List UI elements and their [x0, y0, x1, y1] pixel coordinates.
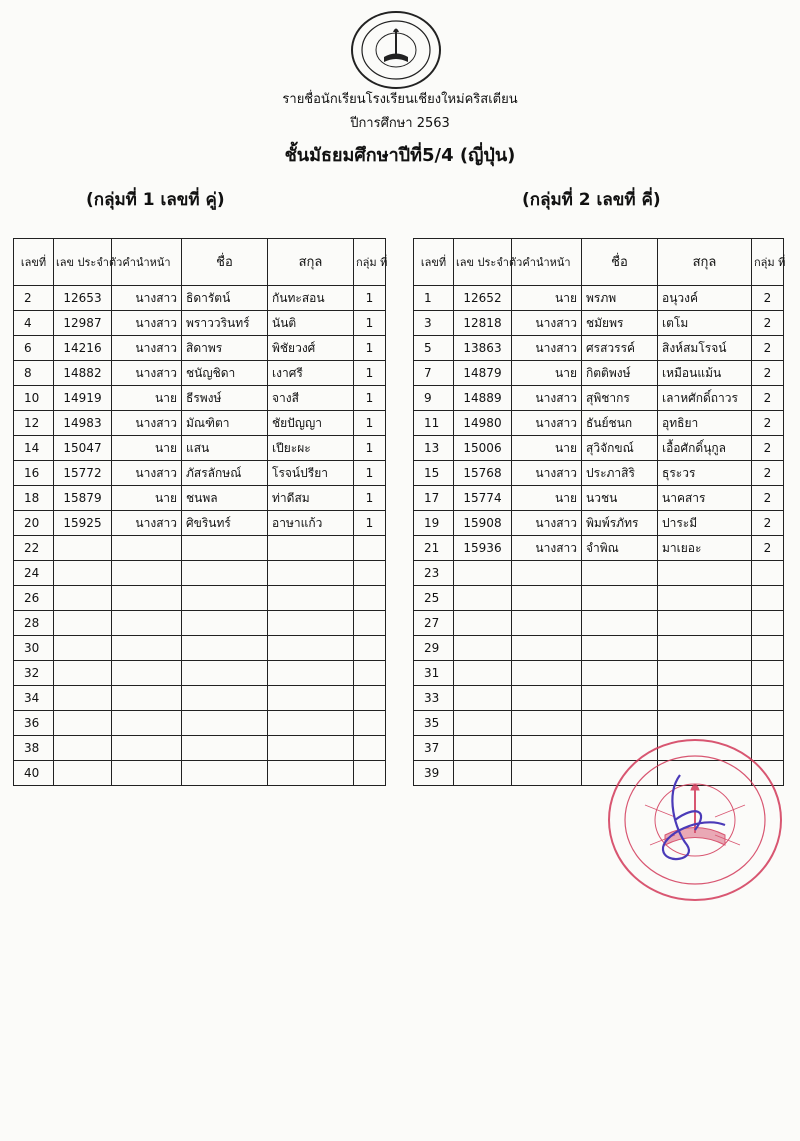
table-row: [14, 486, 386, 511]
cell-prefix: [512, 711, 582, 736]
cell-prefix: นาย: [512, 286, 582, 311]
cell-prefix: นางสาว: [512, 311, 582, 336]
cell-student-id: [454, 661, 512, 686]
cell-student-id: [54, 711, 112, 736]
col-header-last-name: สกุล: [268, 239, 354, 286]
cell-student-id: 14980: [454, 411, 512, 436]
col-header-group: กลุ่ม ที่: [752, 239, 784, 286]
cell-last-name: มาเยอะ: [658, 536, 752, 561]
group1-title: (กลุ่มที่ 1 เลขที่ คู่): [86, 190, 225, 210]
table-row: [414, 486, 784, 511]
table-row: [14, 311, 386, 336]
cell-group: [354, 736, 386, 761]
class-title: ชั้นมัธยมศึกษาปีที่5/4 (ญี่ปุ่น): [284, 145, 516, 166]
cell-prefix: นาย: [112, 386, 182, 411]
group2-table: [413, 238, 784, 786]
cell-first-name: ธีรพงษ์: [182, 386, 268, 411]
cell-last-name: เงาศรี: [268, 361, 354, 386]
cell-group: [354, 561, 386, 586]
table-row: [14, 686, 386, 711]
cell-first-name: [182, 761, 268, 786]
cell-group: 2: [752, 461, 784, 486]
cell-first-name: ภัสรลักษณ์: [182, 461, 268, 486]
cell-first-name: [582, 636, 658, 661]
cell-student-id: [454, 711, 512, 736]
cell-group: [354, 686, 386, 711]
cell-no: 26: [14, 586, 54, 611]
table-row: [14, 361, 386, 386]
cell-prefix: [512, 561, 582, 586]
cell-no: 35: [414, 711, 454, 736]
cell-student-id: [54, 611, 112, 636]
cell-first-name: พิมพ์รภัทร: [582, 511, 658, 536]
cell-group: [752, 586, 784, 611]
cell-no: 19: [414, 511, 454, 536]
table-row: [414, 661, 784, 686]
cell-no: 9: [414, 386, 454, 411]
cell-group: 1: [354, 361, 386, 386]
cell-last-name: นันติ: [268, 311, 354, 336]
cell-prefix: นางสาว: [112, 511, 182, 536]
cell-student-id: [454, 761, 512, 786]
cell-last-name: [658, 561, 752, 586]
cell-no: 6: [14, 336, 54, 361]
cell-first-name: [582, 686, 658, 711]
cell-no: 30: [14, 636, 54, 661]
table-row: [414, 536, 784, 561]
table-row: [14, 561, 386, 586]
table-row: [14, 411, 386, 436]
cell-last-name: [268, 686, 354, 711]
cell-student-id: 15006: [454, 436, 512, 461]
table-row: [14, 736, 386, 761]
cell-group: 2: [752, 436, 784, 461]
cell-student-id: [54, 561, 112, 586]
cell-no: 14: [14, 436, 54, 461]
cell-last-name: จางสี: [268, 386, 354, 411]
cell-first-name: [182, 586, 268, 611]
cell-no: 37: [414, 736, 454, 761]
col-header-no: เลขที่: [14, 239, 54, 286]
cell-first-name: ชนัญชิดา: [182, 361, 268, 386]
cell-prefix: [112, 636, 182, 661]
cell-prefix: นางสาว: [112, 311, 182, 336]
cell-first-name: ธิดารัตน์: [182, 286, 268, 311]
cell-group: [354, 586, 386, 611]
cell-last-name: [658, 711, 752, 736]
cell-group: [752, 611, 784, 636]
cell-prefix: [512, 761, 582, 786]
cell-first-name: กิตติพงษ์: [582, 361, 658, 386]
table-row: [414, 411, 784, 436]
cell-last-name: กันทะสอน: [268, 286, 354, 311]
cell-last-name: สิงห์สมโรจน์: [658, 336, 752, 361]
table-row: [414, 386, 784, 411]
cell-student-id: 15879: [54, 486, 112, 511]
cell-student-id: 15925: [54, 511, 112, 536]
cell-student-id: 14983: [54, 411, 112, 436]
cell-student-id: 15774: [454, 486, 512, 511]
cell-last-name: อุทธิยา: [658, 411, 752, 436]
cell-student-id: 15936: [454, 536, 512, 561]
col-header-id: เลข ประจำตัว: [454, 239, 512, 286]
cell-no: 21: [414, 536, 454, 561]
cell-group: [752, 561, 784, 586]
cell-no: 12: [14, 411, 54, 436]
cell-first-name: นวชน: [582, 486, 658, 511]
cell-first-name: [582, 586, 658, 611]
cell-student-id: [454, 686, 512, 711]
cell-prefix: [112, 736, 182, 761]
cell-first-name: มัณฑิตา: [182, 411, 268, 436]
cell-group: 1: [354, 486, 386, 511]
cell-student-id: 14216: [54, 336, 112, 361]
cell-last-name: อาษาแก้ว: [268, 511, 354, 536]
cell-prefix: นางสาว: [112, 336, 182, 361]
cell-no: 4: [14, 311, 54, 336]
cell-group: [752, 686, 784, 711]
cell-prefix: นาย: [112, 486, 182, 511]
cell-group: 1: [354, 411, 386, 436]
cell-group: [752, 636, 784, 661]
cell-group: 2: [752, 386, 784, 411]
table-row: [14, 711, 386, 736]
cell-prefix: นางสาว: [112, 361, 182, 386]
cell-prefix: นางสาว: [112, 286, 182, 311]
cell-last-name: ปาระมี: [658, 511, 752, 536]
table-header-row: [414, 239, 784, 286]
cell-first-name: [182, 686, 268, 711]
cell-prefix: [112, 711, 182, 736]
cell-student-id: [54, 536, 112, 561]
col-header-id: เลข ประจำตัว: [54, 239, 112, 286]
table-row: [14, 386, 386, 411]
cell-student-id: 14879: [454, 361, 512, 386]
cell-prefix: นาย: [512, 361, 582, 386]
cell-no: 16: [14, 461, 54, 486]
cell-student-id: 15768: [454, 461, 512, 486]
cell-first-name: [182, 661, 268, 686]
cell-prefix: นาย: [512, 436, 582, 461]
cell-last-name: เตโม: [658, 311, 752, 336]
document-title-line1: รายชื่อนักเรียนโรงเรียนเชียงใหม่คริสเตียน: [282, 92, 518, 107]
cell-no: 27: [414, 611, 454, 636]
cell-prefix: นางสาว: [112, 461, 182, 486]
table-row: [14, 661, 386, 686]
table-row: [14, 586, 386, 611]
cell-group: 1: [354, 436, 386, 461]
cell-student-id: [54, 761, 112, 786]
cell-last-name: [268, 561, 354, 586]
col-header-prefix: คำนำหน้า: [112, 239, 182, 286]
cell-student-id: 14889: [454, 386, 512, 411]
cell-prefix: นางสาว: [512, 411, 582, 436]
cell-first-name: สุวิจักขณ์: [582, 436, 658, 461]
cell-last-name: เปียะผะ: [268, 436, 354, 461]
cell-no: 13: [414, 436, 454, 461]
cell-prefix: นางสาว: [512, 386, 582, 411]
cell-no: 40: [14, 761, 54, 786]
table-row: [14, 511, 386, 536]
table-row: [14, 336, 386, 361]
table-row: [414, 461, 784, 486]
col-header-prefix: คำนำหน้า: [512, 239, 582, 286]
cell-student-id: 14882: [54, 361, 112, 386]
cell-last-name: [658, 686, 752, 711]
cell-first-name: [582, 611, 658, 636]
cell-no: 20: [14, 511, 54, 536]
cell-first-name: ชนพล: [182, 486, 268, 511]
group2-title: (กลุ่มที่ 2 เลขที่ คี่): [522, 190, 661, 210]
table-row: [414, 511, 784, 536]
cell-first-name: [582, 661, 658, 686]
cell-no: 7: [414, 361, 454, 386]
cell-no: 8: [14, 361, 54, 386]
col-header-no: เลขที่: [414, 239, 454, 286]
cell-first-name: ชมัยพร: [582, 311, 658, 336]
cell-last-name: เอื้อศักดิ์นุกูล: [658, 436, 752, 461]
cell-prefix: [512, 661, 582, 686]
table-row: [414, 361, 784, 386]
table-row: [414, 586, 784, 611]
table-row: [414, 436, 784, 461]
cell-student-id: [54, 636, 112, 661]
col-header-first-name: ชื่อ: [182, 239, 268, 286]
table-row: [414, 711, 784, 736]
table-row: [414, 636, 784, 661]
cell-prefix: [112, 561, 182, 586]
cell-group: [752, 711, 784, 736]
table-row: [14, 761, 386, 786]
table-row: [14, 536, 386, 561]
cell-student-id: 12987: [54, 311, 112, 336]
cell-student-id: 13863: [454, 336, 512, 361]
cell-student-id: [454, 586, 512, 611]
cell-group: 2: [752, 311, 784, 336]
cell-no: 34: [14, 686, 54, 711]
group1-table: [13, 238, 386, 786]
table-row: [14, 436, 386, 461]
cell-group: 1: [354, 461, 386, 486]
cell-no: 33: [414, 686, 454, 711]
cell-student-id: [54, 661, 112, 686]
cell-no: 28: [14, 611, 54, 636]
cell-no: 17: [414, 486, 454, 511]
cell-group: [354, 536, 386, 561]
cell-prefix: [112, 761, 182, 786]
table-row: [414, 286, 784, 311]
cell-group: [354, 611, 386, 636]
cell-first-name: ศิขรินทร์: [182, 511, 268, 536]
cell-student-id: 12653: [54, 286, 112, 311]
cell-first-name: [182, 636, 268, 661]
cell-first-name: [182, 536, 268, 561]
cell-student-id: 15908: [454, 511, 512, 536]
cell-last-name: [268, 736, 354, 761]
cell-group: 2: [752, 361, 784, 386]
cell-group: 2: [752, 536, 784, 561]
cell-last-name: โรจน์ปรียา: [268, 461, 354, 486]
cell-first-name: สิดาพร: [182, 336, 268, 361]
cell-student-id: [54, 586, 112, 611]
table-row: [14, 461, 386, 486]
cell-group: [752, 661, 784, 686]
cell-group: [354, 636, 386, 661]
cell-prefix: [112, 536, 182, 561]
cell-last-name: เลาหศักดิ์ถาวร: [658, 386, 752, 411]
col-header-first-name: ชื่อ: [582, 239, 658, 286]
cell-prefix: [112, 686, 182, 711]
cell-last-name: ธุระวร: [658, 461, 752, 486]
school-stamp: [605, 735, 785, 905]
cell-last-name: ชัยปัญญา: [268, 411, 354, 436]
cell-no: 31: [414, 661, 454, 686]
cell-prefix: [112, 586, 182, 611]
cell-no: 24: [14, 561, 54, 586]
cell-prefix: [512, 611, 582, 636]
cell-group: 2: [752, 411, 784, 436]
cell-last-name: [658, 636, 752, 661]
cell-prefix: [512, 636, 582, 661]
cell-prefix: [512, 736, 582, 761]
cell-first-name: ธันย์ชนก: [582, 411, 658, 436]
cell-student-id: 12652: [454, 286, 512, 311]
table-row: [14, 636, 386, 661]
cell-first-name: [182, 611, 268, 636]
cell-last-name: [658, 586, 752, 611]
cell-group: [354, 661, 386, 686]
cell-prefix: นางสาว: [512, 511, 582, 536]
cell-no: 2: [14, 286, 54, 311]
cell-prefix: นางสาว: [512, 336, 582, 361]
cell-prefix: [512, 586, 582, 611]
cell-group: 1: [354, 311, 386, 336]
cell-last-name: [268, 636, 354, 661]
cell-student-id: [454, 561, 512, 586]
cell-first-name: จำพิณ: [582, 536, 658, 561]
cell-group: 2: [752, 486, 784, 511]
table-row: [414, 336, 784, 361]
cell-prefix: นาย: [512, 486, 582, 511]
cell-no: 25: [414, 586, 454, 611]
school-seal-logo: [350, 10, 442, 90]
cell-last-name: นาคสาร: [658, 486, 752, 511]
table-row: [14, 611, 386, 636]
cell-first-name: [582, 561, 658, 586]
cell-prefix: นางสาว: [512, 461, 582, 486]
cell-student-id: [454, 611, 512, 636]
cell-prefix: [112, 611, 182, 636]
cell-no: 3: [414, 311, 454, 336]
cell-last-name: [268, 611, 354, 636]
cell-last-name: [268, 586, 354, 611]
cell-no: 22: [14, 536, 54, 561]
cell-no: 32: [14, 661, 54, 686]
cell-no: 1: [414, 286, 454, 311]
cell-last-name: พิชัยวงศ์: [268, 336, 354, 361]
table-row: [14, 286, 386, 311]
col-header-last-name: สกุล: [658, 239, 752, 286]
academic-year: ปีการศึกษา 2563: [350, 116, 450, 131]
table-row: [414, 311, 784, 336]
cell-student-id: [54, 736, 112, 761]
cell-prefix: [512, 686, 582, 711]
cell-group: 2: [752, 286, 784, 311]
cell-first-name: ประภาสิริ: [582, 461, 658, 486]
cell-prefix: นาย: [112, 436, 182, 461]
cell-student-id: [454, 636, 512, 661]
cell-prefix: นางสาว: [512, 536, 582, 561]
cell-prefix: นางสาว: [112, 411, 182, 436]
cell-group: 2: [752, 511, 784, 536]
cell-no: 11: [414, 411, 454, 436]
cell-first-name: [182, 736, 268, 761]
cell-first-name: ศรสวรรค์: [582, 336, 658, 361]
cell-first-name: พรภพ: [582, 286, 658, 311]
cell-last-name: [658, 611, 752, 636]
cell-last-name: [268, 536, 354, 561]
cell-no: 15: [414, 461, 454, 486]
cell-first-name: พราววรินทร์: [182, 311, 268, 336]
cell-no: 5: [414, 336, 454, 361]
cell-first-name: [182, 561, 268, 586]
cell-group: 2: [752, 336, 784, 361]
cell-group: 1: [354, 336, 386, 361]
cell-first-name: สุพิชากร: [582, 386, 658, 411]
cell-last-name: [268, 711, 354, 736]
cell-student-id: 15772: [54, 461, 112, 486]
cell-group: [354, 761, 386, 786]
table-header-row: [14, 239, 386, 286]
cell-no: 38: [14, 736, 54, 761]
table-row: [414, 686, 784, 711]
cell-student-id: 12818: [454, 311, 512, 336]
cell-group: 1: [354, 386, 386, 411]
cell-prefix: [112, 661, 182, 686]
cell-last-name: อนุวงค์: [658, 286, 752, 311]
cell-no: 18: [14, 486, 54, 511]
cell-no: 36: [14, 711, 54, 736]
table-row: [414, 561, 784, 586]
cell-first-name: แสน: [182, 436, 268, 461]
cell-group: 1: [354, 511, 386, 536]
table-row: [414, 611, 784, 636]
cell-student-id: [454, 736, 512, 761]
cell-no: 10: [14, 386, 54, 411]
cell-first-name: [182, 711, 268, 736]
cell-student-id: 15047: [54, 436, 112, 461]
cell-last-name: ท่าดีสม: [268, 486, 354, 511]
cell-first-name: [582, 711, 658, 736]
cell-last-name: [268, 761, 354, 786]
col-header-group: กลุ่ม ที่: [354, 239, 386, 286]
cell-no: 23: [414, 561, 454, 586]
cell-last-name: เหมือนแม้น: [658, 361, 752, 386]
cell-student-id: 14919: [54, 386, 112, 411]
cell-group: [354, 711, 386, 736]
cell-student-id: [54, 686, 112, 711]
cell-last-name: [268, 661, 354, 686]
cell-no: 29: [414, 636, 454, 661]
cell-no: 39: [414, 761, 454, 786]
cell-group: 1: [354, 286, 386, 311]
cell-last-name: [658, 661, 752, 686]
